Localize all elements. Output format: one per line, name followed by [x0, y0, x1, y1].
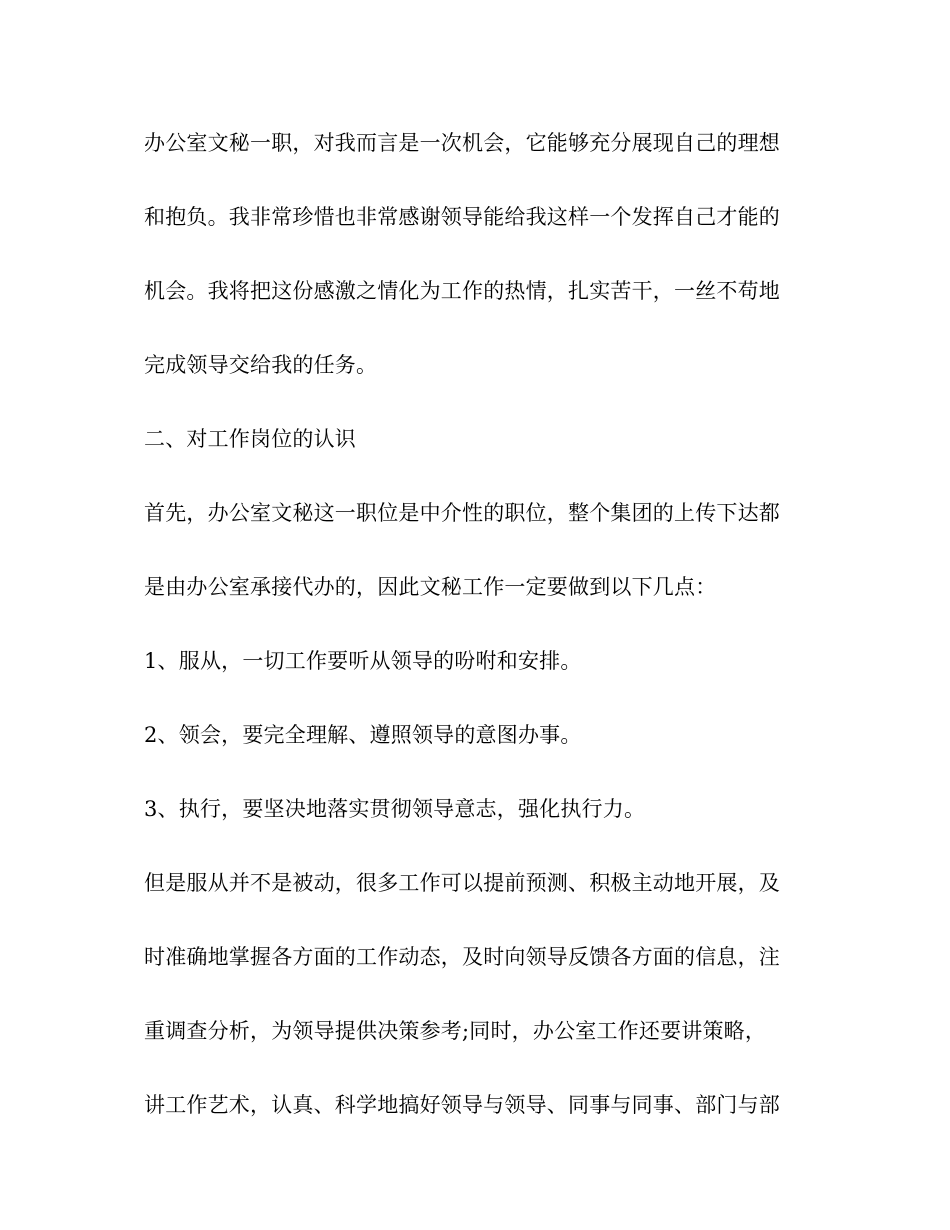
section-heading: 二、对工作岗位的认识	[144, 427, 356, 451]
paragraph-line: 办公室文秘一职，对我而言是一次机会，它能够充分展现自己的理想	[144, 131, 780, 155]
paragraph-line: 重调查分析，为领导提供决策参考;同时，办公室工作还要讲策略，	[144, 1019, 767, 1043]
paragraph-line: 但是服从并不是被动，很多工作可以提前预测、积极主动地开展，及	[144, 871, 780, 895]
paragraph-line: 机会。我将把这份感激之情化为工作的热情，扎实苦干，一丝不苟地	[144, 279, 780, 303]
paragraph-line: 和抱负。我非常珍惜也非常感谢领导能给我这样一个发挥自己才能的	[144, 205, 780, 229]
list-item: 2、领会，要完全理解、遵照领导的意图办事。	[144, 723, 582, 747]
paragraph-line: 首先，办公室文秘这一职位是中介性的职位，整个集团的上传下达都	[144, 501, 780, 525]
list-item: 3、执行，要坚决地落实贯彻领导意志，强化执行力。	[144, 797, 646, 821]
paragraph-line: 时准确地掌握各方面的工作动态，及时向领导反馈各方面的信息，注	[144, 945, 780, 969]
paragraph-line: 讲工作艺术，认真、科学地搞好领导与领导、同事与同事、部门与部	[144, 1093, 780, 1117]
paragraph-line: 是由办公室承接代办的，因此文秘工作一定要做到以下几点：	[144, 575, 717, 599]
paragraph-line: 完成领导交给我的任务。	[144, 353, 378, 377]
list-item: 1、服从，一切工作要听从领导的吩咐和安排。	[144, 649, 582, 673]
